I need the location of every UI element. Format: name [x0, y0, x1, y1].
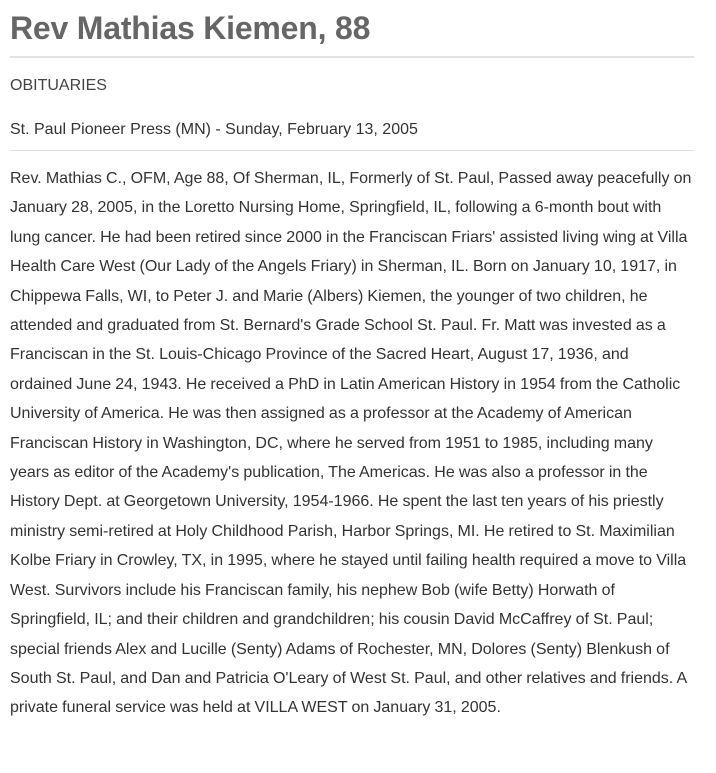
category-label: OBITUARIES — [10, 77, 107, 94]
page-title: Rev Mathias Kiemen, 88 — [10, 10, 371, 46]
obituary-body: Rev. Mathias C., OFM, Age 88, Of Sherman, IL, Formerly of St. Paul, Passed away peacefully on January 28, 2005, in the Loretto Nursing Home, Springfield, IL, following a 6-month bout with lung cancer. He had been retired since 2000 in the Franciscan Friars' assisted living wing at Villa Health Care West (Our Lady of the Angels Friary) in Sherman, IL. Born on January 10, 1917, in Chippewa Falls, WI, to Peter J. and Marie (Albers) Kiemen, the younger of two children, he attended and graduated from St. Bernard's Grade School St. Paul. Fr. Matt was invested as a Franciscan in the St. Louis-Chicago Province of the Sacred Heart, August 17, 1936, and ordained June 24, 1943. He received a PhD in Latin American History in 1954 from the Catholic University of America. He was then assigned as a professor at the Academy of American Franciscan History in Washington, DC, where he served from 1951 to 1985, including many years as editor of the Academy's publication, The Americas. He was also a professor in the History Dept. at Georgetown University, 1954-1966. He spent the last ten years of his priestly ministry semi-retired at Holy Childhood Parish, Harbor Springs, MI. He retired to St. Maximilian Kolbe Friary in Crowley, TX, in 1995, where he stayed until failing health required a move to Villa West. Survivors include his Franciscan family, his nephew Bob (wife Betty) Horwath of Springfield, IL; and their children and grandchildren; his cousin David McCaffrey of St. Paul; special friends Alex and Lucille (Senty) Adams of Rochester, MN, Dolores (Senty) Blenkush of South St. Paul, and Dan and Patricia O'Leary of West St. Paul, and other relatives and friends. A private funeral service was held at VILLA WEST on January 31, 2005. — [10, 170, 692, 717]
obituary-page — [10, 0, 694, 723]
source-line: St. Paul Pioneer Press (MN) - Sunday, February 13, 2005 — [10, 121, 418, 138]
